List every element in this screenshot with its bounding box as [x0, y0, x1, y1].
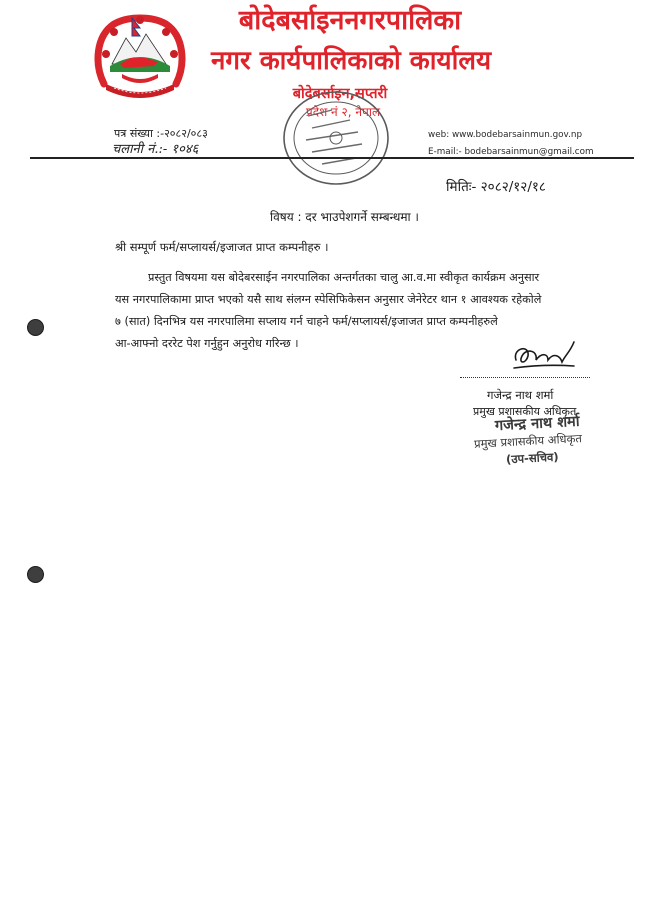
header-divider	[30, 157, 634, 159]
letter-recipient: श्री सम्पूर्ण फर्म/सप्लायर्स/इजाजत प्राप्त कम्पनीहरु ।	[115, 240, 329, 254]
body-line: आ-आफ्नो दररेट पेश गर्नुहुन अनुरोध गरिन्छ ।	[115, 337, 299, 350]
office-address: बोदेबर्साइन,सप्तरी	[292, 86, 388, 102]
stamp-signatory-rank: (उप-सचिव)	[505, 449, 559, 467]
dispatch-number: चलानी नं.:- १०४६	[112, 142, 199, 157]
binder-hole	[27, 566, 44, 583]
organization-name: बोदेबर्साइननगरपालिका	[238, 5, 462, 36]
website-text: web: www.bodebarsainmun.gov.np	[428, 130, 583, 140]
signature-line	[460, 377, 590, 378]
nepal-emblem-icon	[94, 14, 186, 98]
office-country: प्रदेश नं २, नेपाल	[305, 105, 381, 119]
body-line: प्रस्तुत विषयमा यस बोदेबरसाईन नगरपालिका अन्तर्गतका चालु आ.व.मा स्वीकृत कार्यक्रम अनुसार	[148, 271, 540, 284]
letter-subject: विषय : दर भाउपेशगर्ने सम्बन्धमा ।	[270, 210, 419, 224]
stamp-signatory-title: प्रमुख प्रशासकीय अधिकृत	[473, 431, 583, 451]
reference-number: पत्र संख्या :-२०८२/०८३	[114, 127, 208, 140]
office-name: नगर कार्यपालिकाको कार्यालय	[210, 46, 492, 76]
stamp-signatory-name: गजेन्द्र नाथ शर्मा	[494, 413, 580, 435]
body-line: ७ (सात) दिनभित्र यस नगरपालिमा सप्लाय गर्न चाहने फर्म/सप्लायर्स/इजाजत प्राप्त कम्पनीहरुले	[115, 315, 498, 328]
signatory-name: गजेन्द्र नाथ शर्मा	[487, 388, 554, 402]
binder-hole	[27, 319, 44, 336]
signature-mark	[508, 334, 578, 374]
official-seal-stamp	[272, 86, 400, 190]
body-line: यस नगरपालिकामा प्राप्त भएको यसै साथ संलग्न स्पेसिफिकेसन अनुसार जेनेरेटर थान १ आवश्यक रहेकोले	[115, 293, 542, 306]
email-text: E-mail:- bodebarsainmun@gmail.com	[428, 147, 594, 157]
letter-date: मितिः- २०८२/१२/१८	[446, 179, 546, 195]
signatory-title: प्रमुख प्रशासकीय अधिकृत	[473, 405, 577, 418]
